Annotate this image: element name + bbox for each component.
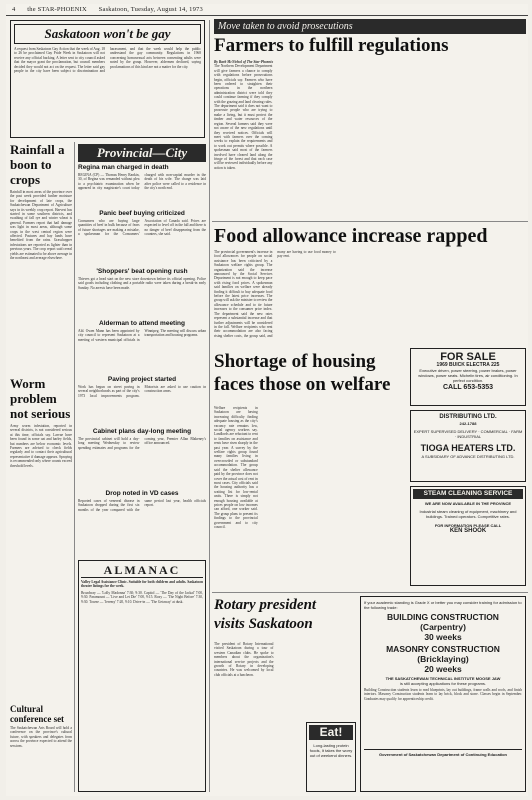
- column-rule: [209, 20, 210, 792]
- steam-ad: [410, 486, 526, 586]
- cabinet-headline: Cabinet plans day-long meeting: [92, 428, 192, 435]
- dateline: Saskatoon, Tuesday, August 14, 1973: [98, 6, 203, 13]
- worm-headline: Worm problem not serious: [10, 376, 71, 421]
- regina-story: [78, 164, 206, 208]
- building-ad: [360, 596, 526, 792]
- cultural-story: [10, 704, 72, 794]
- panic-headline: Panic beef buying criticized: [99, 210, 185, 217]
- alderman-body: Ald. Owen Mann has been appointed by city council to represent Saskatoon at a meeting of western municipal officials in Winnipeg. The meeting will discuss urban transportation and housing programs.: [78, 329, 206, 342]
- paving-headline: Paving project started: [107, 376, 177, 383]
- building-trade2: MASONRY CONSTRUCTION (Bricklaying): [386, 644, 500, 664]
- building-intro: If your academic standing is Grade X or better you may consider training for admission to the following trade:: [364, 600, 522, 610]
- tioga-ad: [410, 410, 526, 482]
- tioga-headline: TIOGA HEATERS LTD.: [420, 443, 516, 453]
- regina-headline: Regina man charged in death: [78, 164, 169, 171]
- vd-headline: Drop noted in VD cases: [105, 490, 179, 497]
- tioga-address: A SUBSIDIARY OF ADVANCE DISTRIBUTING LTD.: [421, 454, 515, 459]
- paving-body: Work has begun on street paving in several neighborhoods as part of the city's 1973 local improvements program. Motorists are asked to use caution in construction areas.: [78, 385, 206, 398]
- farmers-headline: Farmers to fulfill regulations: [214, 35, 449, 56]
- provincial-banner: Provincial—City: [78, 144, 206, 162]
- farmers-body: The Northern Development Department will give farmers a chance to comply with regulations before prosecutions begin, officials say. Farmers who have been ordered to straighten their operations in the northern administration district were told they could continue farming if they comply with the grazing and land clearing rules. The department said it does not want to prosecute people who are trying to make a living, but it must protect the timber and water resources of the region. Several farmers said they were not aware of the new regulations until they received notices. Officials will meet with farmers over the coming weeks to explain the requirements and to work out permits where possible. A spokesman said most of the farmers involved have cleared land along the fringe of the forest and that each case will be reviewed individually before any action is taken.: [214, 64, 273, 170]
- eat-body: Long-lasting protein foods, It takes the worry out of weekend dinners.: [309, 743, 353, 758]
- tioga-phone: 242-1788: [459, 421, 477, 426]
- column-rule: [74, 142, 75, 792]
- forsale-subhead: 1969 BUICK ELECTRA 225: [436, 362, 500, 368]
- steam-headline: STEAM CLEANING SERVICE: [413, 489, 523, 499]
- shortage-headline: Shortage of housing faces those on welfare: [214, 351, 391, 395]
- section-rule: [212, 592, 528, 593]
- steam-name: KEN SHOOK: [449, 528, 487, 534]
- rotary-body: The president of Rotary International visited Saskatoon during a tour of western Canadian clubs. He spoke to members about the organization's international service projects and the growth of Rotary in developing countries. He was welcomed by local club officials at a luncheon.: [214, 642, 274, 677]
- farmers-story: [214, 60, 526, 218]
- forsale-body: Executive driven, power steering, power brakes, power windows, power seats. Michelin tires, air conditioning. In perfect condition.: [418, 368, 518, 383]
- panic-body: Consumers who are buying large quantities of beef in bulk because of fears of future shortages are making a mistake, a spokesman for the Consumers' Association of Canada said. Prices are expected to level off in the fall and there is no danger of beef disappearing from the counters, she said.: [78, 219, 206, 237]
- shoppers-body: Thieves got a head start on the new store downtown before its official opening. Police said goods including clothing and a portable radio were taken during a break-in early Sunday. No arrests have been made.: [78, 277, 206, 290]
- rainfall-body: Rainfall in most areas of the province over the past week provided further moisture for development of late crops, the Saskatchewan Department of Agriculture says in its weekly crop report. Harvest has started in some southern districts, and swathing of fall rye and winter wheat is general. Farmers report that hail damage was light in most areas, although some crops in the west central region were affected. Pastures and hay lands have benefited from the rains. Grasshopper infestations are reported as lighter than in previous years. The crop report said cereal yields are estimated to be above average in the northeast and average elsewhere.: [10, 190, 72, 261]
- vd-body: Reported cases of venereal disease in Saskatoon dropped during the first six months of the year compared with the same period last year, health officials report.: [78, 499, 206, 512]
- tioga-distributing: DISTRIBUTING LTD.: [439, 414, 497, 420]
- building-weeks2: 20 weeks: [424, 664, 462, 674]
- building-weeks1: 30 weeks: [424, 632, 462, 642]
- almanac-headline: ALMANAC: [81, 563, 203, 578]
- worm-body: Army worm infestation, reported in several districts, is not considered serious at this time, officials say. Larvae have been found in some oat and barley fields, but numbers are below economic levels. Farmers are advised to check fields regularly and to contact their agricultural representative if damage appears. Spraying is recommended only where counts exceed threshold levels.: [10, 424, 72, 468]
- cabinet-body: The provincial cabinet will hold a day-long meeting Wednesday to review spending estimates and programs for the coming year, Premier Allan Blakeney's office announced.: [78, 437, 206, 450]
- alderman-headline: Alderman to attend meeting: [99, 320, 185, 327]
- almanac-box: [78, 560, 206, 792]
- food-headline: Food allowance increase rapped: [214, 225, 488, 247]
- tioga-lines: EXPERT SUPERVISED DELIVERY · COMMERCIAL · FARM · INDUSTRIAL: [413, 429, 523, 439]
- panic-story: [78, 210, 206, 266]
- shoppers-headline: 'Shoppers' beat opening rush: [96, 268, 188, 275]
- forsale-phone: CALL 653-5353: [442, 384, 494, 391]
- steam-subhead: WE ARE NOW AVAILABLE IN THE PROVINCE: [424, 501, 512, 506]
- gay-story-box: [10, 20, 205, 138]
- food-body: The provincial government's increase in food allowances for people on social assistance has been criticized by a Saskatoon welfare rights group. The organization said the increase announced by the Social Services Department is not enough to keep pace with rising food prices. A spokesman said families on welfare were already finding it difficult to buy adequate food before the latest price increases. The group will ask the minister to review the allowance schedule and to tie future increases to the consumer price index. The department said the new rates represent a substantial increase and that further adjustments will be considered in the fall. Welfare recipients who rent their accommodation are also facing rising shelter costs, the group said, and many are having to use food money to pay rent.: [214, 250, 336, 338]
- building-accepting: is still accepting applications for these programs.: [399, 681, 487, 686]
- farmers-kicker: Move taken to avoid prosecutions: [214, 19, 526, 34]
- eat-ad: [306, 722, 356, 792]
- building-trade1: BUILDING CONSTRUCTION (Carpentry): [387, 612, 499, 632]
- rainfall-story: [10, 142, 72, 372]
- page-number: 4: [12, 6, 16, 13]
- eat-headline: Eat!: [309, 725, 353, 740]
- regina-body: REGINA (CP) — Thomas Henry Rankin, 30, of Regina was remanded without plea to a psychiatric examination when he appeared in city magistrate's court today charged with non-capital murder in the death of his wife. The charge was laid after police were called to a residence in the city's north end.: [78, 173, 206, 191]
- forsale-ad: [410, 348, 526, 406]
- almanac-body: Broadway — 'Lolly Madonna' 7:30; 9:30. Capitol — 'The Day of the Jackal' 7:00, 9:30. Paramount — 'Live and Let Die' 7:00, 9:15. Roxy — 'The Night Before' 7:30, 9:30. Towne — 'Jeremy' 7:20, 9:10. Drive-in — 'The Getaway' at dusk.: [81, 590, 203, 604]
- rainfall-headline: Rainfall a boon to crops: [10, 142, 65, 187]
- worm-story: [10, 376, 72, 636]
- vd-story: [78, 490, 206, 556]
- shortage-body: Welfare recipients in Saskatoon are having increasing difficulty finding adequate housing as the city's vacancy rate remains low, social agency workers say. Landlords are reluctant to rent to families on assistance and rents have risen sharply in the past year. A survey by the welfare rights group found many families living in overcrowded or substandard accommodation. The group said the shelter allowance paid by the province does not cover the actual cost of rent in most cases. City officials said the housing authority has a waiting list for low-rental units. There is simply not enough housing available at prices people on low incomes can afford, one worker said. The group plans to present its findings to the provincial government and to city council.: [214, 406, 258, 529]
- alderman-story: [78, 320, 206, 374]
- gay-body: A request from Saskatoon Gay Action that the week of Aug. 18 to 26 be proclaimed Gay Pride Week in Saskatoon will not receive any official backing. A letter sent to city council asked that the mayor grant the proclamation, but council members decided they would not act on the request. The letter said gay people in the city have been subject to discrimination and harassment, and that the week would help the public understand the gay community. Regulations in 1968 concerning homosexual acts between consenting adults were noted by the group. However, aldermen declined, saying proclamations of this kind are not a matter for the city.: [14, 47, 201, 74]
- building-footer: Government of Saskatchewan Department of Continuing Education: [364, 749, 522, 757]
- cabinet-story: [78, 428, 206, 488]
- cultural-body: The Saskatchewan Arts Board will hold a conference on the province's cultural future, with speakers and delegates from across the province expected to attend the sessions.: [10, 726, 72, 748]
- rotary-headline: Rotary president visits Saskatoon: [214, 597, 317, 632]
- cultural-headline: Cultural conference set: [10, 704, 65, 724]
- almanac-intro: Valley Legal Assistance Clinic. Suitable for both children and adults. Saskatoon theatre listings for the week.: [81, 580, 203, 589]
- paper-name: the STAR-PHOENIX: [27, 6, 87, 13]
- section-rule: [212, 221, 528, 222]
- steam-contact: FOR INFORMATION PLEASE CALL: [434, 523, 502, 528]
- farmers-byline: By Barb McNichol of The Star-Phoenix: [214, 60, 274, 64]
- newspaper-page: [6, 4, 528, 796]
- paving-story: [78, 376, 206, 426]
- forsale-headline: FOR SALE: [440, 351, 496, 363]
- building-school: THE SASKATCHEWAN TECHNICAL INSTITUTE MOOSE JAW: [385, 676, 501, 681]
- steam-body: Industrial steam cleaning of equipment, machinery and buildings. Trained operators. Competitive rates.: [419, 509, 517, 519]
- gay-headline: Saskatoon won't be gay: [14, 24, 201, 44]
- building-body: Building Construction students learn to read blueprints, lay out buildings, frame walls and roofs, and finish interiors. Masonry Construction students learn to lay brick, block and stone. Classes begin in September. Graduates may qualify for apprenticeship credit.: [364, 688, 522, 701]
- masthead: [6, 4, 528, 16]
- shoppers-story: [78, 268, 206, 318]
